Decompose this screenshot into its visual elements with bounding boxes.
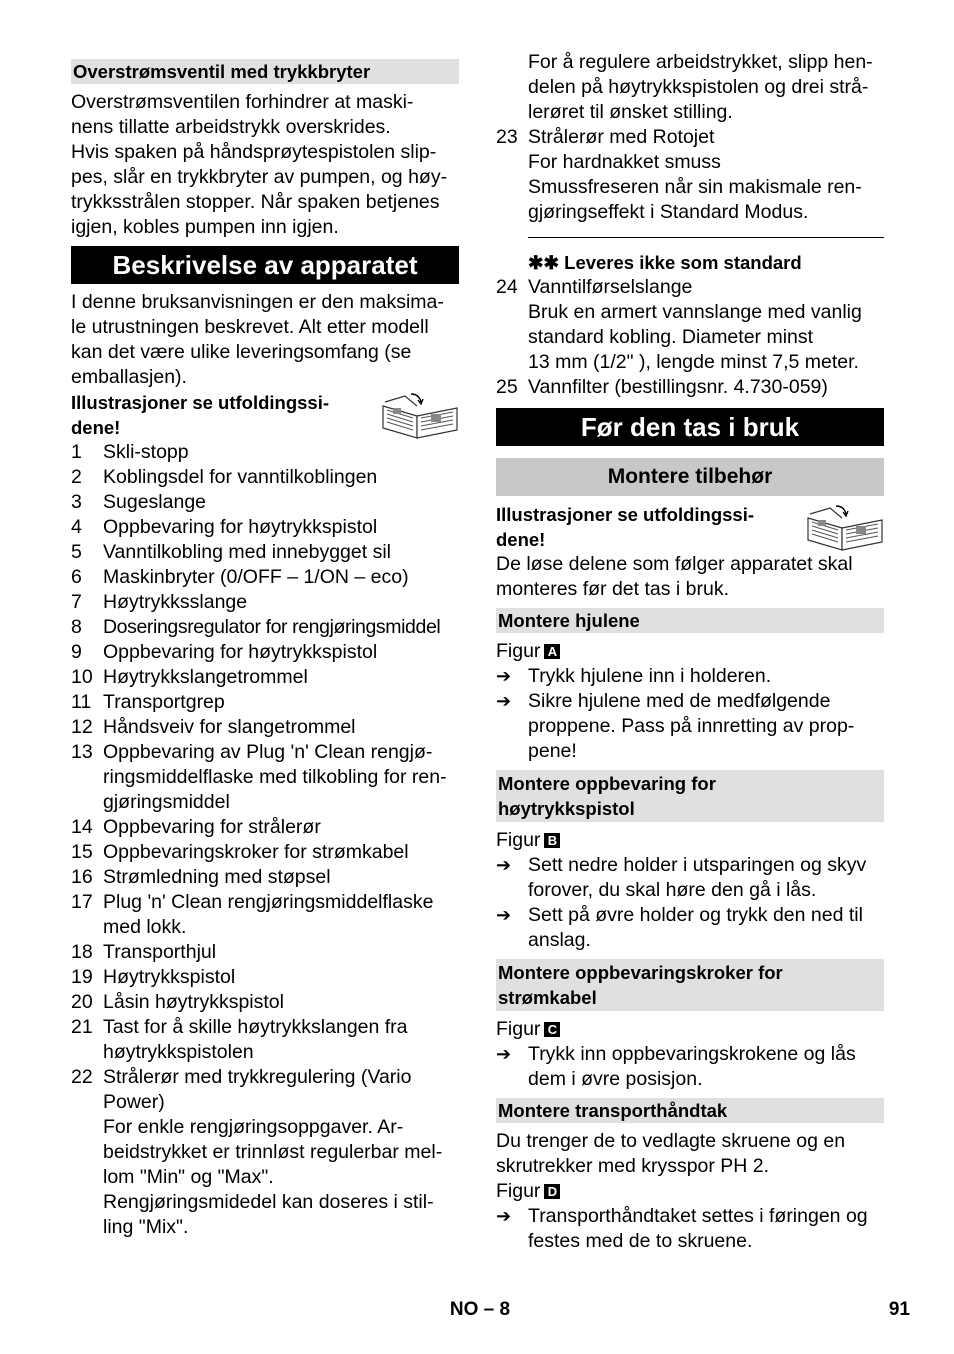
list-item: 20 Låsin høytrykkspistol [71,991,284,1013]
list-item: 15 Oppbevaringskroker for strømkabel [71,841,409,863]
section-heading-montere-tilbehor: Montere tilbehør [496,458,884,496]
paragraph-overstromsventil: Overstrømsventilen forhindrer at maski- nens tillatte arbeidstrykk overskrides. Hvis spaken på håndsprøytespistolen slip- pes, slår en trykkbryter av pumpen, og høy- trykksstrålen stopper. Når spaken betjenes igjen, kobles pumpen inn igjen. [71,91,448,238]
illustration-note: Illustrasjoner se utfoldingssi- dene! [496,502,884,552]
page-number: 91 [888,1299,910,1320]
list-item: 13 Oppbevaring av Plug 'n' Clean rengjø- ringsmiddelflaske med tilkobling for ren- gjøringsmiddel [71,741,447,813]
arrow-icon: ➔ [496,666,512,686]
list-item: 1 Skli-stopp [71,441,189,463]
fold-out-book-icon [379,392,459,440]
list-item: ➔ Sett på øvre holder og trykk den ned til anslag. [496,904,863,951]
list-item: 17 Plug 'n' Clean rengjøringsmiddelflaske med lokk. [71,891,434,938]
footer-section-label: NO – 8 [449,1299,511,1320]
list-item: 3 Sugeslange [71,491,207,513]
list-item: 4 Oppbevaring for høytrykkspistol [71,516,378,538]
section-heading-hjulene: Montere hjulene [496,608,884,633]
chapter-heading-beskrivelse: Beskrivelse av apparatet [71,246,459,284]
arrow-icon: ➔ [496,1206,512,1226]
illustration-note: Illustrasjoner se utfoldingssi- dene! [71,390,459,440]
figure-reference-d: Figur D [496,1179,884,1204]
paragraph-lose-deler: De løse delene som følger apparatet skal monteres før det tas i bruk. [496,553,853,600]
arrow-icon: ➔ [496,691,512,711]
list-item: 16 Strømledning med støpsel [71,866,331,888]
paragraph-beskrivelse: I denne bruksanvisningen er den maksima- le utrustningen beskrevet. Alt etter modell kan det være ulike leveringsomfang (se emballasjen). [71,291,444,388]
chapter-heading-for-bruk: Før den tas i bruk [496,408,884,446]
list-item: 14 Oppbevaring for strålerør [71,816,321,838]
list-item: 23 Strålerør med Rotojet For hardnakket smuss Smussfreseren når sin makismale ren- gjøringseffekt i Standard Modus. [496,126,862,223]
parts-list [71,440,459,1240]
list-item: 2 Koblingsdel for vanntilkoblingen [71,466,378,488]
list-item: 5 Vanntilkobling med innebygget sil [71,541,391,563]
list-item: 25 Vannfilter (bestillingsnr. 4.730-059) [496,376,828,398]
right-column [496,50,884,1254]
section-heading-oppbevaring: Montere oppbevaring for høytrykkspistol [496,770,884,822]
list-item: 11 Transportgrep [71,691,225,713]
arrow-icon: ➔ [496,1044,512,1064]
list-item: 19 Høytrykkspistol [71,966,236,988]
section-heading-overstromsventil: Overstrømsventil med trykkbryter [71,59,459,84]
list-item: ➔ Trykk hjulene inn i holderen. [496,665,772,687]
list-item: 6 Maskinbryter (0/OFF – 1/ON – eco) [71,566,409,588]
list-item: ➔ Sett nedre holder i utsparingen og skyv forover, du skal høre den gå i lås. [496,854,867,901]
list-item: ➔ Trykk inn oppbevaringskrokene og lås dem i øvre posisjon. [496,1043,856,1090]
list-item: 8 Doseringsregulator for rengjøringsmiddel [71,616,441,638]
figure-reference-a: Figur A [496,639,884,664]
list-item: 12 Håndsveiv for slangetrommel [71,716,356,738]
list-item: 22 Strålerør med trykkregulering (Vario Power) For enkle rengjøringsoppgaver. Ar- beidstrykket er trinnløst regulerbar mel- lom "Min" og "Max". Rengjøringsmidedel kan doseres i stil- ling "Mix". [71,1066,443,1238]
arrow-icon: ➔ [496,855,512,875]
not-standard-note: ✱✱ Leveres ikke som standard [528,252,802,273]
figure-reference-c: Figur C [496,1017,884,1042]
list-item: ➔ Transporthåndtaket settes i føringen og festes med de to skruene. [496,1205,868,1252]
list-item: 18 Transporthjul [71,941,217,963]
list-item: 21 Tast for å skille høytrykkslangen fra høytrykkspistolen [71,1016,408,1063]
section-heading-transport: Montere transporthåndtak [496,1098,884,1123]
list-item: 9 Oppbevaring for høytrykkspistol [71,641,378,663]
item-22-continuation: For å regulere arbeidstrykket, slipp hen- delen på høytrykkspistolen og drei strå- lerøret til ønsket stilling. [528,51,873,123]
figure-reference-b: Figur B [496,828,884,853]
paragraph-transport: Du trenger de to vedlagte skruene og en skrutrekker med krysspor PH 2. [496,1130,846,1177]
list-item: ➔ Sikre hjulene med de medfølgende proppene. Pass på innretting av prop- pene! [496,690,855,762]
list-item: 10 Høytrykkslangetrommel [71,666,308,688]
divider [528,237,884,238]
list-item: 7 Høytrykksslange [71,591,248,613]
section-heading-kroker: Montere oppbevaringskroker for strømkabel [496,959,884,1011]
fold-out-book-icon [804,504,884,552]
list-item: 24 Vanntilførselslange Bruk en armert vannslange med vanlig standard kobling. Diameter minst 13 mm (1/2" ), lengde minst 7,5 meter. [496,276,862,373]
left-column [71,50,459,1240]
arrow-icon: ➔ [496,905,512,925]
